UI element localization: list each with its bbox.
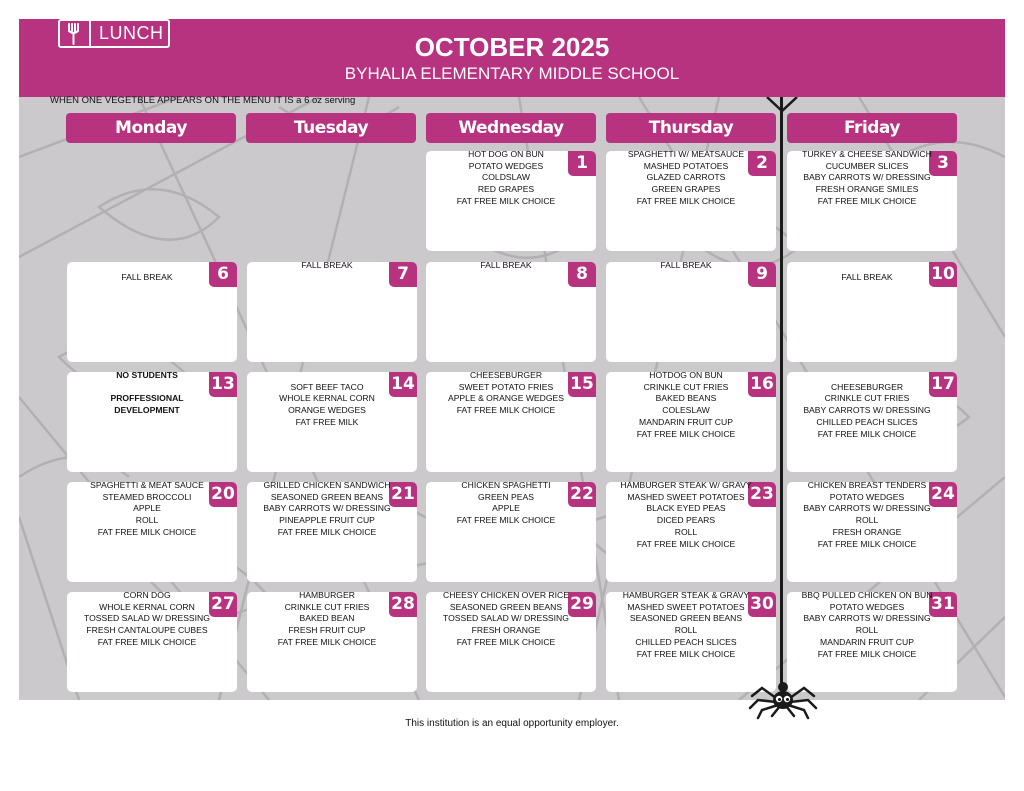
menu-item: CHEESEBURGER [830, 381, 904, 392]
menu-item: FAT FREE MILK CHOICE [97, 526, 197, 537]
day-cell-monday [67, 482, 237, 582]
menu-item: CRINKLE CUT FRIES [824, 393, 910, 404]
menu-item: DICED PEARS [656, 515, 716, 526]
menu-item: CUCUMBER SLICES [825, 160, 909, 171]
menu-item: FAT FREE MILK CHOICE [636, 648, 736, 659]
menu-list [241, 480, 413, 539]
logo-label: LUNCH [99, 23, 164, 43]
menu-item: FAT FREE MILK CHOICE [636, 195, 736, 206]
menu-item: FAT FREE MILK CHOICE [456, 195, 556, 206]
menu-item: PINEAPPLE FRUIT CUP [279, 515, 375, 526]
menu-item: WHOLE KERNAL CORN [279, 393, 375, 404]
menu-item: ORANGE WEDGES [288, 405, 366, 416]
menu-item: HOT DOG ON BUN [468, 149, 544, 159]
day-cell-wednesday [426, 262, 596, 362]
menu-item: ROLL [674, 625, 698, 636]
day-cell-monday [67, 592, 237, 692]
menu-list [600, 370, 772, 440]
menu-item: CRINKLE CUT FRIES [643, 381, 729, 392]
day-cell-thursday [606, 262, 776, 362]
menu-item: FAT FREE MILK CHOICE [456, 636, 556, 647]
menu-list [781, 370, 953, 440]
menu-item: FALL BREAK [121, 271, 173, 282]
menu-list [420, 480, 592, 527]
date-badge: 15 [568, 372, 596, 397]
day-cell-tuesday [247, 372, 417, 472]
menu-item: BABY CARROTS W/ DRESSING [803, 503, 931, 514]
menu-item: MASHED SWEET POTATOES [627, 491, 745, 502]
menu-item: FRESH ORANGE [471, 625, 541, 636]
day-cell-wednesday [426, 151, 596, 251]
menu-item: BABY CARROTS W/ DRESSING [263, 503, 391, 514]
menu-item [61, 382, 233, 394]
serving-note: WHEN ONE VEGETBLE APPEARS ON THE MENU IT IS a 6 oz serving [50, 95, 356, 106]
date-badge: 3 [929, 151, 957, 176]
menu-item: CORN DOG [123, 590, 171, 600]
menu-item: GLAZED CARROTS [646, 172, 726, 183]
date-badge: 30 [748, 592, 776, 617]
spider-icon [748, 672, 818, 720]
menu-item: ROLL [855, 625, 879, 636]
menu-item: TURKEY & CHEESE SANDWICH [802, 149, 932, 159]
day-cell-wednesday [426, 592, 596, 692]
menu-item: FRESH ORANGE SMILES [815, 184, 919, 195]
menu-item: RED GRAPES [477, 184, 535, 195]
menu-item: GRILLED CHICKEN SANDWICH [263, 480, 391, 490]
menu-item: POTATO WEDGES [468, 160, 544, 171]
menu-list [61, 480, 233, 539]
menu-item: FRESH CANTALOUPE CUBES [86, 625, 208, 636]
menu-item: SWEET POTATO FRIES [458, 381, 554, 392]
thread-anchor [765, 97, 799, 113]
menu-item: FALL BREAK [301, 260, 353, 270]
menu-list [600, 480, 772, 550]
menu-list [61, 370, 233, 417]
date-badge: 2 [748, 151, 776, 176]
date-badge: 31 [929, 592, 957, 617]
menu-item: HOTDOG ON BUN [649, 370, 723, 380]
menu-item: SEASONED GREEN BEANS [629, 613, 743, 624]
menu-list [420, 260, 592, 272]
date-badge: 1 [568, 151, 596, 176]
day-cell-friday [787, 262, 957, 362]
day-header-wednesday: Wednesday [426, 113, 596, 143]
menu-item: WHOLE KERNAL CORN [99, 601, 195, 612]
menu-item: BLACK EYED PEAS [646, 503, 726, 514]
menu-item: FAT FREE MILK CHOICE [817, 538, 917, 549]
day-cell-friday [787, 151, 957, 251]
menu-item: MASHED POTATOES [643, 160, 729, 171]
date-badge: 6 [209, 262, 237, 287]
menu-item [61, 260, 233, 272]
date-badge: 27 [209, 592, 237, 617]
menu-list [241, 370, 413, 429]
menu-list [61, 590, 233, 649]
date-badge: 28 [389, 592, 417, 617]
menu-item: BBQ PULLED CHICKEN ON BUN [801, 590, 933, 600]
menu-item: FRESH ORANGE [832, 526, 902, 537]
menu-item: APPLE [133, 503, 161, 514]
school-name: BYHALIA ELEMENTARY MIDDLE SCHOOL [344, 64, 680, 83]
date-badge: 9 [748, 262, 776, 287]
date-badge: 23 [748, 482, 776, 507]
menu-item: FAT FREE MILK CHOICE [817, 428, 917, 439]
date-badge: 13 [209, 372, 237, 397]
day-cell-monday [67, 372, 237, 472]
day-cell-thursday [606, 151, 776, 251]
menu-item: COLESLAW [662, 405, 710, 416]
menu-item: POTATO WEDGES [829, 601, 905, 612]
menu-item: POTATO WEDGES [829, 491, 905, 502]
menu-item: BABY CARROTS W/ DRESSING [803, 405, 931, 416]
day-cell-thursday [606, 482, 776, 582]
menu-item: GREEN GRAPES [651, 184, 721, 195]
day-header-tuesday: Tuesday [246, 113, 416, 143]
menu-list [600, 149, 772, 208]
menu-item: SOFT BEEF TACO [290, 381, 364, 392]
menu-list [420, 590, 592, 649]
date-badge: 10 [929, 262, 957, 287]
menu-item: TOSSED SALAD W/ DRESSING [84, 613, 210, 624]
menu-item: BAKED BEAN [299, 613, 355, 624]
menu-item [781, 260, 953, 272]
menu-item: CHEESEBURGER [469, 370, 543, 380]
menu-item: APPLE [492, 503, 520, 514]
menu-item: BABY CARROTS W/ DRESSING [803, 172, 931, 183]
menu-item: HAMBURGER [299, 590, 355, 600]
menu-list [781, 480, 953, 550]
day-cell-tuesday [247, 262, 417, 362]
page-title: OCTOBER 2025 [414, 32, 610, 62]
menu-item: BABY CARROTS W/ DRESSING [803, 613, 931, 624]
date-badge: 21 [389, 482, 417, 507]
menu-item: CHICKEN BREAST TENDERS [807, 480, 927, 490]
menu-list [241, 260, 413, 272]
menu-item: SEASONED GREEN BEANS [449, 601, 563, 612]
menu-item: FAT FREE MILK CHOICE [636, 428, 736, 439]
menu-item: FAT FREE MILK CHOICE [97, 636, 197, 647]
day-cell-tuesday [247, 592, 417, 692]
menu-item: FAT FREE MILK [295, 416, 359, 427]
menu-list [781, 590, 953, 660]
menu-item: PROFFESSIONAL [110, 393, 184, 404]
menu-item [781, 370, 953, 382]
menu-item: CHICKEN SPAGHETTI [461, 480, 551, 490]
menu-item: CHEESY CHICKEN OVER RICE [443, 590, 569, 600]
menu-item: FRESH FRUIT CUP [288, 625, 366, 636]
day-cell-wednesday [426, 482, 596, 582]
date-badge: 7 [389, 262, 417, 287]
menu-item: SPAGHETTI & MEAT SAUCE [90, 480, 204, 490]
menu-list [781, 260, 953, 283]
menu-list [61, 260, 233, 283]
menu-list [241, 590, 413, 649]
menu-item: CHILLED PEACH SLICES [635, 636, 737, 647]
menu-item: MASHED SWEET POTATOES [627, 601, 745, 612]
footer-statement: This institution is an equal opportunity employer. [405, 718, 619, 729]
day-cell-wednesday [426, 372, 596, 472]
menu-item: CHILLED PEACH SLICES [816, 416, 918, 427]
menu-item: FAT FREE MILK CHOICE [636, 538, 736, 549]
menu-item: FALL BREAK [841, 271, 893, 282]
menu-item: HAMBURGER STEAK & GRAVY [622, 590, 750, 600]
menu-item: SEASONED GREEN BEANS [270, 491, 384, 502]
menu-item: BAKED BEANS [655, 393, 717, 404]
menu-item: STEAMED BROCCOLI [102, 491, 192, 502]
day-header-thursday: Thursday [606, 113, 776, 143]
date-badge: 16 [748, 372, 776, 397]
date-badge: 24 [929, 482, 957, 507]
menu-item: FAT FREE MILK CHOICE [456, 405, 556, 416]
menu-list [600, 590, 772, 660]
day-cell-friday [787, 372, 957, 472]
menu-item [241, 370, 413, 382]
menu-item: SPAGHETTI W/ MEATSAUCE [627, 149, 745, 159]
menu-item: APPLE & ORANGE WEDGES [447, 393, 565, 404]
menu-list [600, 260, 772, 272]
menu-item: FAT FREE MILK CHOICE [817, 648, 917, 659]
menu-item: FAT FREE MILK CHOICE [277, 526, 377, 537]
menu-list [781, 149, 953, 208]
day-header-friday: Friday [787, 113, 957, 143]
menu-item: NO STUDENTS [116, 370, 178, 380]
date-badge: 20 [209, 482, 237, 507]
day-cell-thursday [606, 372, 776, 472]
menu-item: DEVELOPMENT [114, 405, 180, 416]
menu-list [420, 149, 592, 208]
menu-item: FAT FREE MILK CHOICE [817, 195, 917, 206]
day-header-monday: Monday [66, 113, 236, 143]
menu-item: FALL BREAK [480, 260, 532, 270]
menu-item: FALL BREAK [660, 260, 712, 270]
menu-item: ROLL [674, 526, 698, 537]
day-cell-tuesday [247, 482, 417, 582]
date-badge: 17 [929, 372, 957, 397]
menu-item: GREEN PEAS [478, 491, 534, 502]
menu-item: FAT FREE MILK CHOICE [456, 515, 556, 526]
menu-item: MANDARIN FRUIT CUP [639, 416, 733, 427]
date-badge: 14 [389, 372, 417, 397]
day-cell-friday [787, 482, 957, 582]
menu-item: MANDARIN FRUIT CUP [820, 636, 914, 647]
menu-item: ROLL [135, 515, 159, 526]
menu-item: FAT FREE MILK CHOICE [277, 636, 377, 647]
menu-item: COLDSLAW [482, 172, 530, 183]
menu-item: HAMBURGER STEAK W/ GRAVY [620, 480, 752, 490]
date-badge: 22 [568, 482, 596, 507]
menu-item: ROLL [855, 515, 879, 526]
date-badge: 8 [568, 262, 596, 287]
menu-item: CRINKLE CUT FRIES [284, 601, 370, 612]
menu-item: TOSSED SALAD W/ DRESSING [443, 613, 569, 624]
menu-list [420, 370, 592, 417]
day-cell-monday [67, 262, 237, 362]
date-badge: 29 [568, 592, 596, 617]
